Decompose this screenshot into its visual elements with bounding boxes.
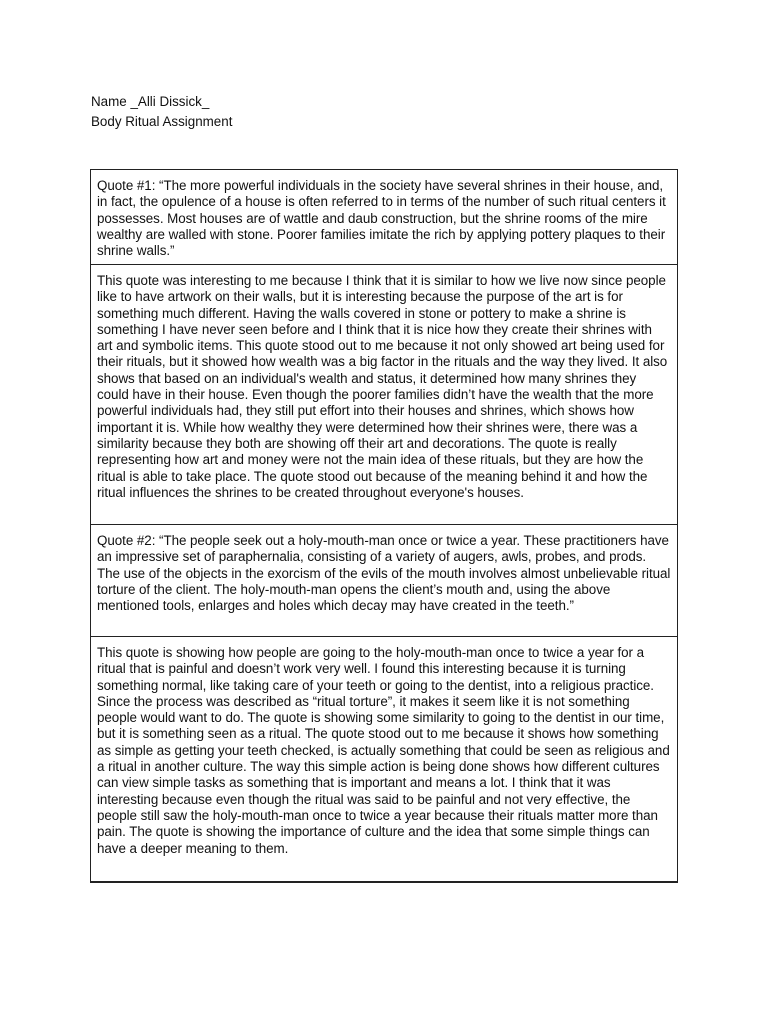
assignment-title: Body Ritual Assignment: [91, 114, 233, 129]
quote-1-cell: Quote #1: “The more powerful individuals in the society have several shrines in their house, and, in fact, the opulence of a house is often referred to in terms of the number of such ritual centers it possesses. Most houses are of wattle and daub construction, but the shrine rooms of the mire wealthy are walled with stone. Poorer families imitate the rich by applying pottery plaques to their shrine walls.”: [91, 170, 677, 265]
document-header: [91, 92, 232, 132]
quote-2-cell: Quote #2: “The people seek out a holy-mouth-man once or twice a year. These practitioners have an impressive set of paraphernalia, consisting of a variety of augers, awls, probes, and prods. The use of the objects in the exorcism of the evils of the mouth involves almost unbelievable ritual torture of the client. The holy-mouth-man opens the client’s mouth and, using the above mentioned tools, enlarges and holes which decay may have created in the teeth.”: [91, 525, 677, 637]
student-name: Name _Alli Dissick_: [91, 94, 210, 109]
response-1-cell: This quote was interesting to me because I think that it is similar to how we live now since people like to have artwork on their walls, but it is interesting because the purpose of the art is for something much different. Having the walls covered in stone or pottery to make a shrine is something I have never seen before and I think that it is nice how they create their shrines with art and symbolic items. This quote stood out to me because it not only showed art being used for their rituals, but it showed how wealth was a big factor in the rituals and the way they lived. It also shows that based on an individual's wealth and status, it determined how many shrines they could have in their house. Even though the poorer families didn’t have the wealth that the more powerful individuals had, they still put effort into their houses and shrines, which shows how important it is. While how wealthy they were determined how their shrines were, there was a similarity because they both are showing off their art and decorations. The quote is really representing how art and money were not the main idea of these rituals, but they are how the ritual is able to take place. The quote stood out because of the meaning behind it and how the ritual influences the shrines to be created throughout everyone's houses.: [91, 265, 677, 525]
response-2-cell: This quote is showing how people are going to the holy-mouth-man once to twice a year for a ritual that is painful and doesn’t work very well. I found this interesting because it is turning something normal, like taking care of your teeth or going to the dentist, into a religious practice. Since the process was described as “ritual torture”, it makes it seem like it is not something people would want to do. The quote is showing some similarity to going to the dentist in our time, but it is something seen as a ritual. The quote stood out to me because it shows how something as simple as getting your teeth checked, is actually something that could be seen as religious and a ritual in another culture. The way this simple action is being done shows how different cultures can view simple tasks as something that is important and means a lot. I think that it was interesting because even though the ritual was said to be painful and not very effective, the people still saw the holy-mouth-man once to twice a year because their rituals matter more than pain. The quote is showing the importance of culture and the idea that some simple things can have a deeper meaning to them.: [97, 645, 670, 856]
response-table: [90, 169, 678, 883]
